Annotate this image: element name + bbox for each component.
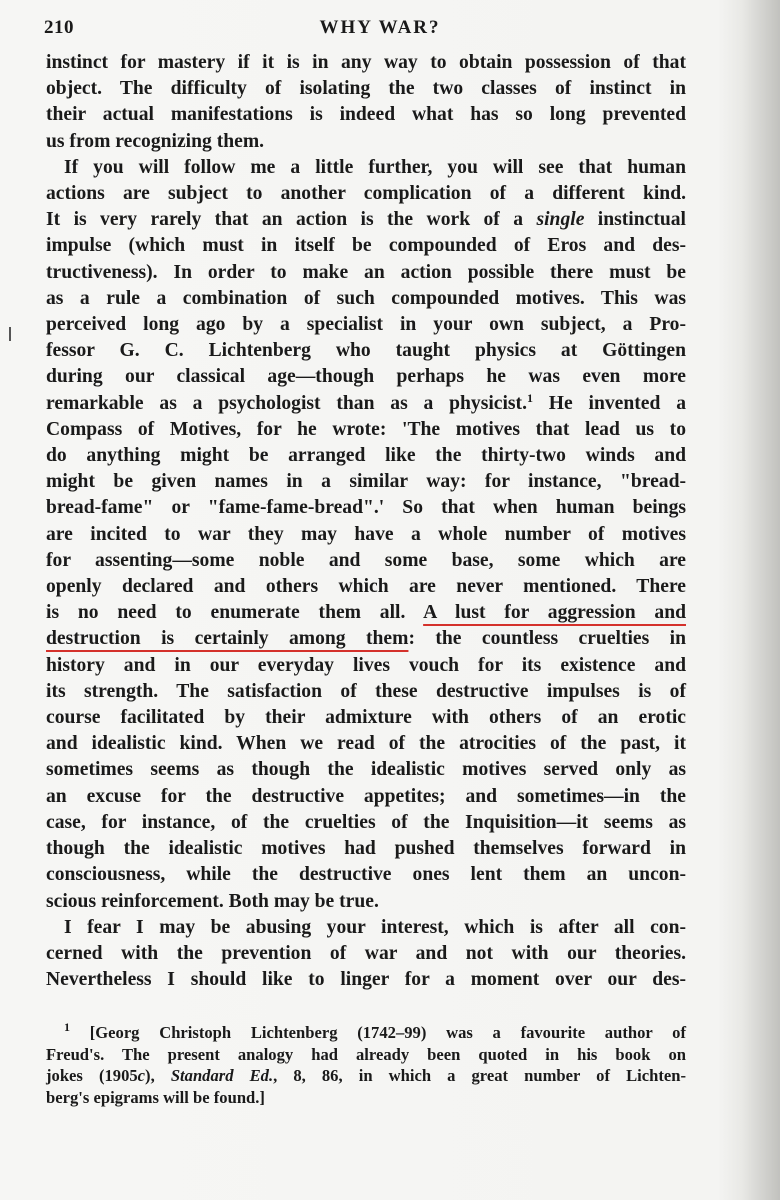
text-line: If you will follow me a little further, you will see that human	[64, 156, 686, 178]
text-run: ),	[145, 1066, 171, 1085]
text-line: actions are subject to another complication of a different kind.	[46, 183, 686, 205]
text-line: fessor G. C. Lichtenberg who taught physics at Göttingen	[46, 340, 686, 362]
text-line: though the idealistic motives had pushed themselves forward in	[46, 838, 686, 860]
text-line: case, for instance, of the cruelties of the Inquisition—it seems as	[46, 811, 686, 833]
running-title: WHY WAR?	[319, 17, 441, 38]
text-line: I fear I may be abusing your interest, which is after all con-	[64, 916, 686, 938]
text-run: , 8, 86, in which a great number of Lichten-	[273, 1066, 686, 1085]
text-line: their actual manifestations is indeed what has so long prevented	[46, 104, 686, 126]
text-run: [Georg Christoph Lichtenberg (1742–99) was a favourite author of	[70, 1023, 686, 1042]
text-line: perceived long ago by a specialist in your own subject, a Pro-	[46, 314, 686, 336]
footnote-line: berg's epigrams will be found.]	[46, 1087, 265, 1107]
text-line: cerned with the prevention of war and not with our theories.	[46, 942, 686, 964]
paragraph-1	[46, 50, 686, 155]
text-line: Nevertheless I should like to linger for a moment over our des-	[46, 969, 686, 991]
highlighted-underline: A lust for aggression and	[423, 602, 686, 624]
text-line: as a rule a combination of such compounded motives. This was	[46, 287, 686, 309]
margin-mark	[9, 327, 11, 341]
text-run: is no need to enumerate them all.	[46, 602, 424, 624]
text-line: us from recognizing them.	[46, 130, 265, 152]
paragraph-3	[46, 915, 686, 994]
footnote	[46, 1022, 686, 1108]
footnote-line: Freud's. The present analogy had already been quoted in his book on	[46, 1044, 686, 1064]
text-run: He invented a	[532, 392, 686, 414]
text-line: and idealistic kind. When we read of the atrocities of the past, it	[46, 733, 686, 755]
text-line: might be given names in a similar way: for instance, "bread-	[46, 471, 686, 493]
text-run: It is very rarely that an action is the work of a	[46, 209, 537, 231]
text-run: instinctual	[584, 209, 687, 231]
paragraph-2	[46, 155, 686, 915]
text-line: an excuse for the destructive appetites; and sometimes—in the	[46, 785, 686, 807]
emphasis: c	[137, 1066, 146, 1085]
text-line: for assenting—some noble and some base, some which are	[46, 549, 686, 571]
text-line: do anything might be arranged like the thirty-two winds and	[46, 445, 686, 467]
text-line	[46, 626, 686, 652]
text-line: Compass of Motives, for he wrote: 'The motives that lead us to	[46, 418, 686, 440]
text-line: impulse (which must in itself be compounded of Eros and des-	[46, 235, 686, 257]
page-number: 210	[44, 17, 74, 38]
text-run: : the countless cruelties in	[408, 628, 686, 650]
footnote-line	[46, 1065, 686, 1087]
text-line: openly declared and others which are never mentioned. There	[46, 576, 686, 598]
footnote-reference[interactable]: 1	[526, 390, 533, 405]
text-run: jokes (1905	[46, 1066, 138, 1085]
body-text	[46, 50, 686, 993]
text-line: history and in our everyday lives vouch for its existence and	[46, 654, 686, 676]
text-line	[46, 600, 686, 626]
text-line: are incited to war they may have a whole number of motives	[46, 523, 686, 545]
text-line: consciousness, while the destructive ones lent them an uncon-	[46, 864, 686, 886]
text-line: during our classical age—though perhaps he was even more	[46, 366, 686, 388]
text-line	[46, 391, 686, 417]
text-run: remarkable as a psychologist than as a physicist.	[46, 392, 527, 414]
text-line: bread-fame" or "fame-fame-bread".' So that when human beings	[46, 497, 686, 519]
text-line: course facilitated by their admixture with others of an erotic	[46, 707, 686, 729]
text-line: its strength. The satisfaction of these destructive impulses is of	[46, 680, 686, 702]
text-line: object. The difficulty of isolating the two classes of instinct in	[46, 78, 686, 100]
text-line	[46, 207, 686, 233]
text-line: scious reinforcement. Both may be true.	[46, 890, 379, 912]
footnote-marker: 1	[64, 1020, 70, 1034]
page-edge-shadow	[742, 0, 780, 1200]
text-line: sometimes seems as though the idealistic motives served only as	[46, 759, 686, 781]
highlighted-underline: destruction is certainly among them	[46, 628, 409, 650]
text-line: instinct for mastery if it is in any way to obtain possession of that	[46, 52, 686, 73]
footnote-line	[46, 1022, 686, 1044]
emphasis-single: single	[536, 209, 585, 231]
emphasis-title: Standard Ed.	[170, 1066, 274, 1085]
text-line: tructiveness). In order to make an action possible there must be	[46, 261, 686, 283]
